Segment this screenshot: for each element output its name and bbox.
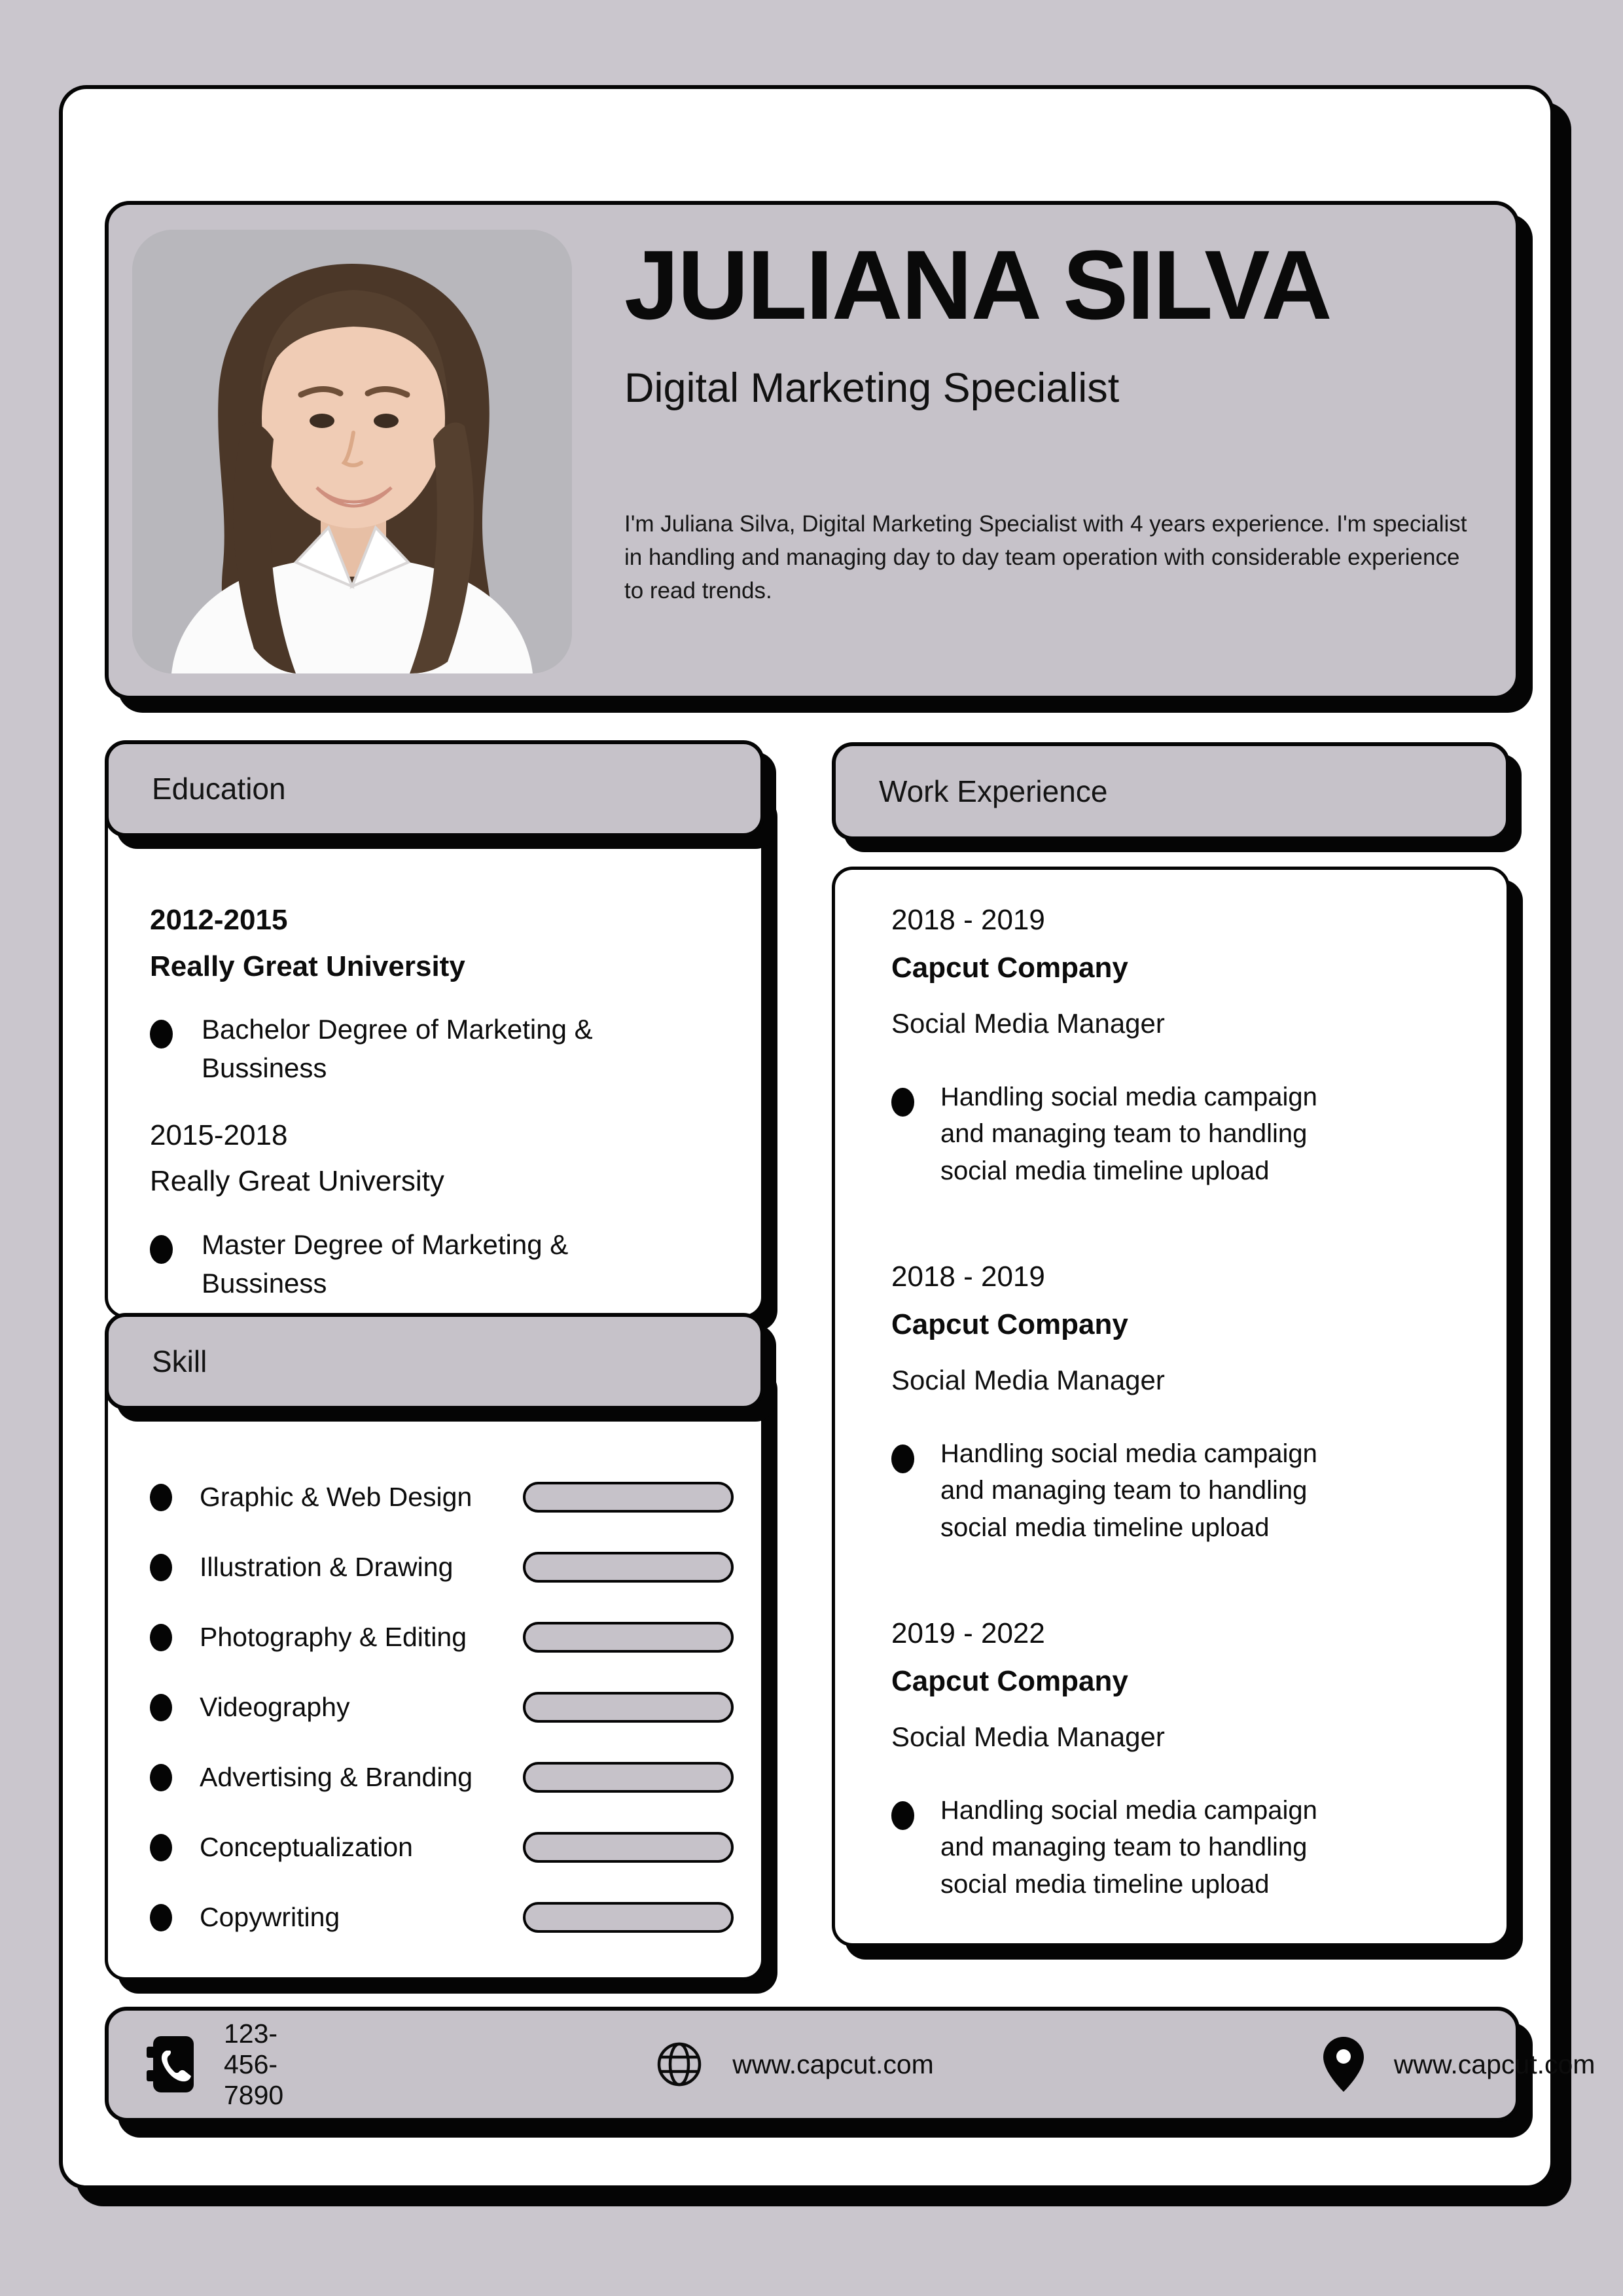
- education-school: Really Great University: [150, 950, 465, 982]
- education-degree-row: [150, 1226, 735, 1303]
- location-text: www.capcut.com: [1393, 2049, 1596, 2079]
- experience-card: [832, 867, 1510, 1946]
- person-title: Digital Marketing Specialist: [624, 365, 1120, 411]
- skill-row: [150, 1602, 735, 1672]
- education-degree: Master Degree of Marketing & Bussiness: [202, 1229, 569, 1299]
- bullet-dot-icon: [150, 1764, 172, 1791]
- job-role: Social Media Manager: [891, 1721, 1165, 1752]
- skill-row: [150, 1812, 735, 1882]
- job-company: Capcut Company: [891, 1308, 1128, 1340]
- bullet-dot-icon: [891, 1801, 914, 1830]
- bullet-dot-icon: [150, 1554, 172, 1581]
- profile-summary: I'm Juliana Silva, Digital Marketing Specialist with 4 years experience. I'm specialist in handling and managing day to day team operation with considerable experience to read trends.: [624, 511, 1467, 603]
- skill-label: Copywriting: [200, 1902, 340, 1932]
- job-description-row: [891, 1792, 1480, 1903]
- contact-footer: [105, 2007, 1596, 2122]
- bullet-dot-icon: [891, 1088, 914, 1117]
- education-section-header: [105, 740, 764, 837]
- skill-row: [150, 1882, 735, 1952]
- header-text-block: [624, 230, 1475, 607]
- job-description: Handling social media campaign and managing team to handling social media timeline upload: [940, 1795, 1317, 1899]
- skill-bar: [523, 1622, 734, 1653]
- education-heading-label: Education: [152, 772, 286, 806]
- skill-row: [150, 1532, 735, 1602]
- job-description-row: [891, 1435, 1480, 1547]
- skill-row: [150, 1462, 735, 1532]
- skill-bar: [523, 1552, 734, 1583]
- education-degree: Bachelor Degree of Marketing & Bussiness: [202, 1014, 593, 1083]
- bullet-dot-icon: [150, 1624, 172, 1651]
- skill-label: Graphic & Web Design: [200, 1482, 473, 1512]
- skill-row: [150, 1672, 735, 1742]
- resume-card: [59, 85, 1596, 2189]
- phone-number: 123-456-7890: [224, 2018, 284, 2110]
- skill-label: Advertising & Branding: [200, 1762, 473, 1792]
- skill-bar: [523, 1692, 734, 1723]
- bullet-dot-icon: [891, 1444, 914, 1473]
- job-entry: [891, 1617, 1480, 1903]
- globe-icon: [656, 2041, 702, 2087]
- portrait-illustration: [132, 230, 572, 673]
- job-period: 2018 - 2019: [891, 904, 1045, 936]
- experience-heading-label: Work Experience: [879, 774, 1108, 808]
- job-description-row: [891, 1079, 1480, 1190]
- education-card: [105, 783, 764, 1318]
- phone-contact: [147, 2018, 283, 2111]
- skill-heading-label: Skill: [152, 1344, 207, 1378]
- website-url: www.capcut.com: [732, 2049, 934, 2079]
- job-description: Handling social media campaign and managing team to handling social media timeline upload: [940, 1082, 1317, 1186]
- skill-label: Conceptualization: [200, 1832, 413, 1862]
- bullet-dot-icon: [150, 1904, 172, 1931]
- job-entry: [891, 904, 1480, 1190]
- education-degree-row: [150, 1011, 735, 1088]
- bullet-dot-icon: [150, 1020, 173, 1049]
- job-role: Social Media Manager: [891, 1007, 1165, 1039]
- phone-icon: [147, 2036, 194, 2092]
- header-panel: [105, 201, 1520, 700]
- skill-bar: [523, 1902, 734, 1933]
- education-period: 2012-2015: [150, 904, 288, 936]
- person-name: JULIANA SILVA: [624, 230, 1331, 340]
- location-contact: [1323, 2037, 1596, 2092]
- skill-row: [150, 1742, 735, 1812]
- skill-section-header: [105, 1313, 764, 1410]
- bullet-dot-icon: [150, 1484, 172, 1511]
- education-entry: [150, 904, 735, 1088]
- location-pin-icon: [1323, 2037, 1364, 2092]
- bullet-dot-icon: [150, 1694, 172, 1721]
- education-entry: [150, 1119, 735, 1303]
- bullet-dot-icon: [150, 1834, 172, 1861]
- job-company: Capcut Company: [891, 1664, 1128, 1697]
- skill-bar: [523, 1482, 734, 1513]
- website-contact: [656, 2041, 934, 2087]
- profile-photo: [132, 230, 572, 673]
- skill-bar: [523, 1832, 734, 1863]
- skill-bar: [523, 1762, 734, 1793]
- job-role: Social Media Manager: [891, 1364, 1165, 1395]
- experience-section-header: [832, 742, 1510, 840]
- education-school: Really Great University: [150, 1165, 444, 1198]
- job-description: Handling social media campaign and managing team to handling social media timeline upload: [940, 1439, 1317, 1543]
- job-company: Capcut Company: [891, 951, 1128, 984]
- skill-label: Videography: [200, 1692, 350, 1722]
- skill-label: Photography & Editing: [200, 1622, 467, 1652]
- job-entry: [891, 1261, 1480, 1547]
- skill-card: [105, 1355, 764, 1981]
- job-period: 2018 - 2019: [891, 1260, 1045, 1293]
- skill-label: Illustration & Drawing: [200, 1552, 454, 1582]
- job-period: 2019 - 2022: [891, 1617, 1045, 1649]
- education-period: 2015-2018: [150, 1119, 288, 1151]
- bullet-dot-icon: [150, 1235, 173, 1264]
